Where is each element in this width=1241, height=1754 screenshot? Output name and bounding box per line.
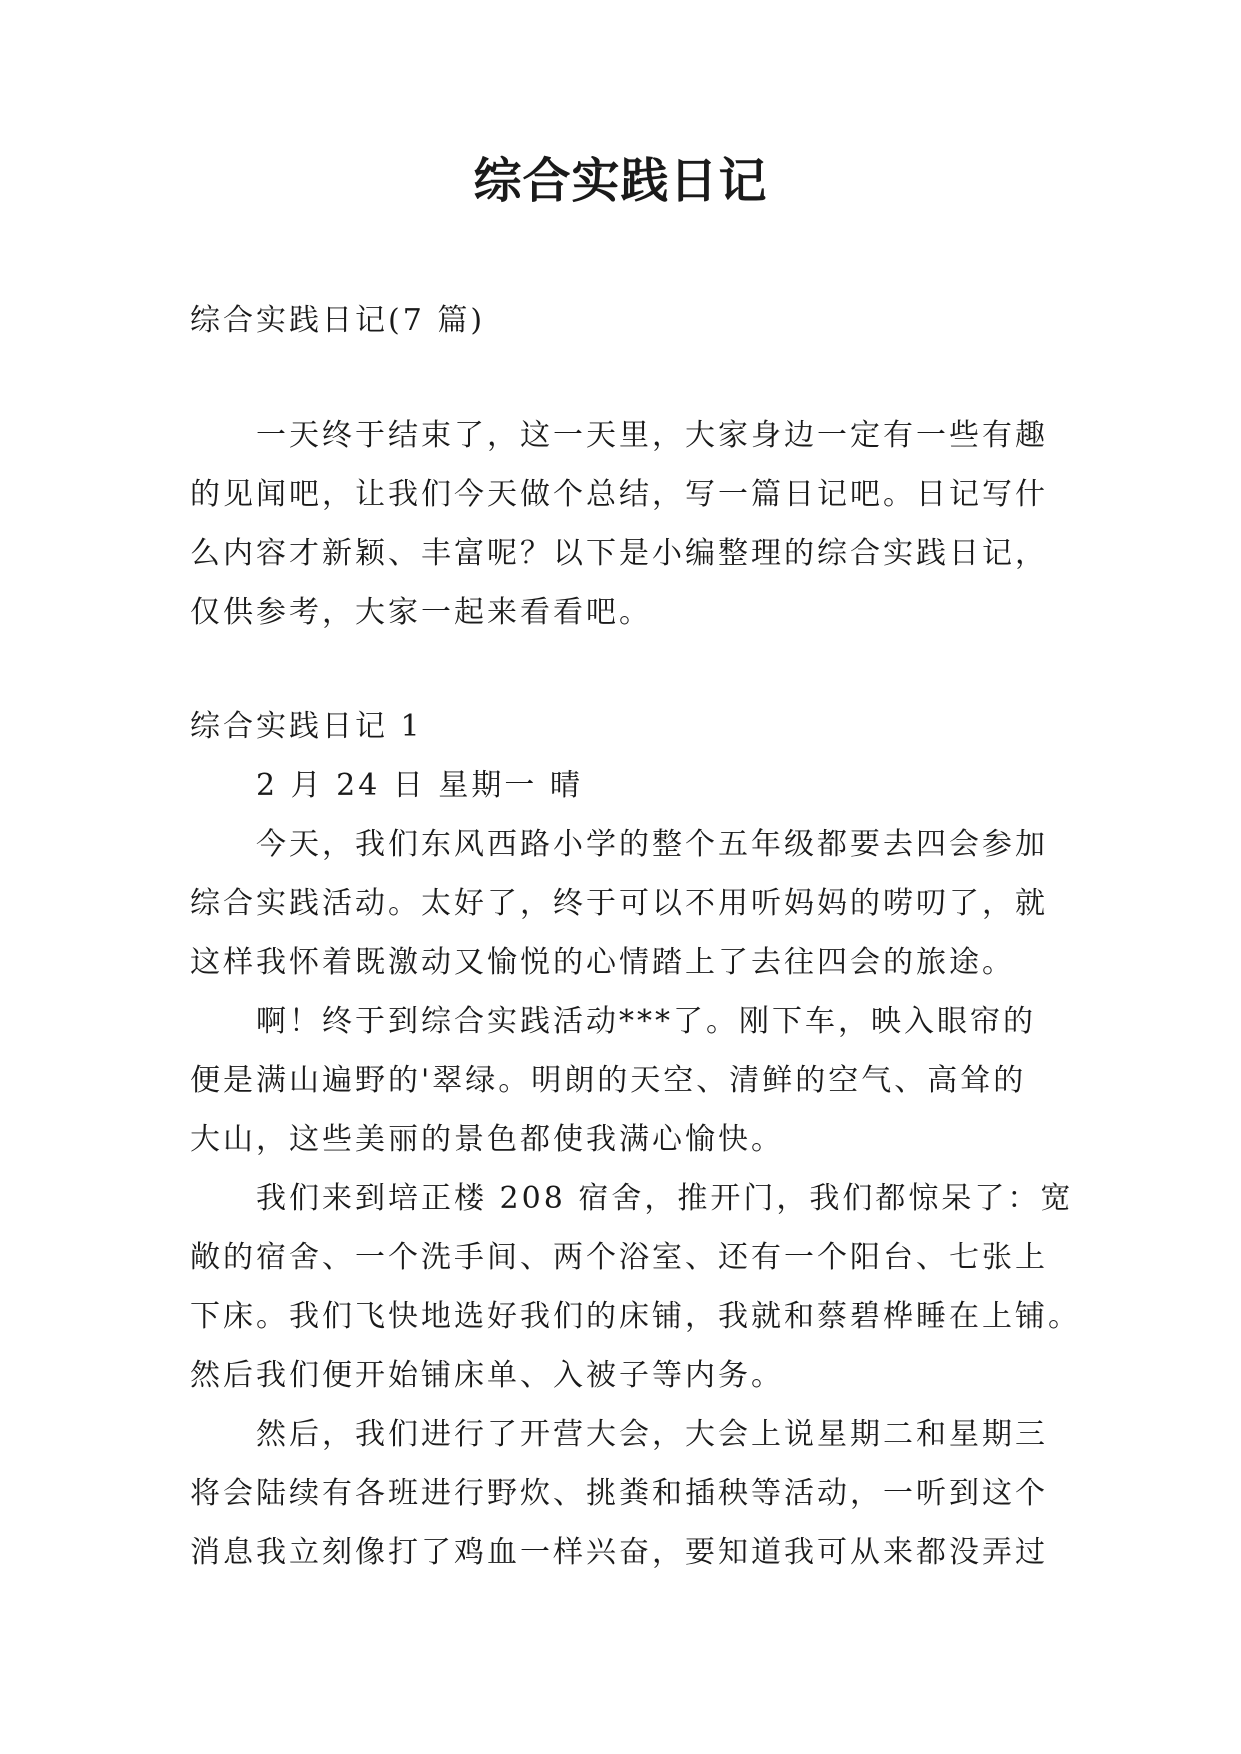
intro-line: 么内容才新颖、丰富呢？以下是小编整理的综合实践日记， bbox=[190, 536, 1048, 571]
intro-line: 的见闻吧，让我们今天做个总结，写一篇日记吧。日记写什 bbox=[190, 477, 1048, 512]
paragraph-line: 然后我们便开始铺床单、入被子等内务。 bbox=[190, 1358, 784, 1393]
paragraph-line: 敞的宿舍、一个洗手间、两个浴室、还有一个阳台、七张上 bbox=[190, 1240, 1048, 1275]
paragraph-line: 这样我怀着既激动又愉悦的心情踏上了去往四会的旅途。 bbox=[190, 945, 1015, 980]
intro-line: 仅供参考，大家一起来看看吧。 bbox=[190, 595, 652, 630]
intro-paragraph bbox=[190, 406, 1060, 642]
paragraph-line: 消息我立刻像打了鸡血一样兴奋，要知道我可从来都没弄过 bbox=[190, 1535, 1048, 1570]
entry-heading: 综合实践日记 1 bbox=[190, 709, 423, 744]
paragraph-line: 将会陆续有各班进行野炊、挑粪和插秧等活动，一听到这个 bbox=[190, 1476, 1048, 1511]
paragraph-line: 综合实践活动。太好了，终于可以不用听妈妈的唠叨了，就 bbox=[190, 886, 1048, 921]
paragraph-line: 便是满山遍野的'翠绿。明朗的天空、清鲜的空气、高耸的 bbox=[190, 1063, 1027, 1098]
diary-entry-1 bbox=[190, 697, 1081, 1582]
entry-date-line: 2 月 24 日 星期一 晴 bbox=[256, 768, 583, 803]
paragraph-line: 下床。我们飞快地选好我们的床铺，我就和蔡碧桦睡在上铺。 bbox=[190, 1299, 1081, 1334]
paragraph-line: 大山，这些美丽的景色都使我满心愉快。 bbox=[190, 1122, 784, 1157]
paragraph-line: 我们来到培正楼 208 宿舍，推开门，我们都惊呆了：宽 bbox=[256, 1181, 1074, 1216]
document-title: 综合实践日记 bbox=[473, 153, 768, 209]
paragraph-line: 然后，我们进行了开营大会，大会上说星期二和星期三 bbox=[256, 1417, 1048, 1452]
paragraph-line: 啊！终于到综合实践活动***了。刚下车，映入眼帘的 bbox=[256, 1004, 1036, 1039]
paragraph-line: 今天，我们东风西路小学的整个五年级都要去四会参加 bbox=[256, 827, 1048, 862]
document-subtitle: 综合实践日记(7 篇) bbox=[190, 303, 486, 338]
intro-line: 一天终于结束了，这一天里，大家身边一定有一些有趣 bbox=[256, 418, 1048, 453]
